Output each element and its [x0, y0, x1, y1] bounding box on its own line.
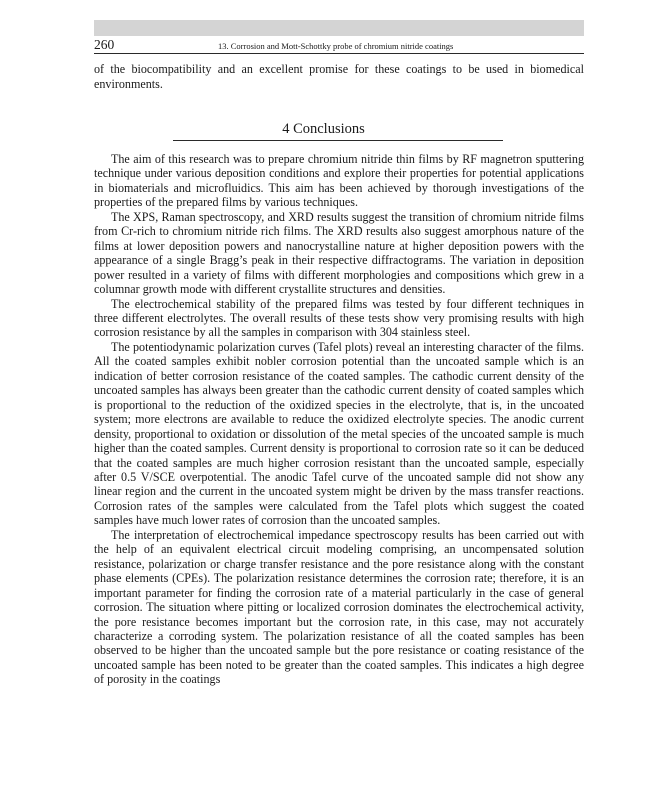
- header-bar: [94, 20, 584, 36]
- paragraph: The electrochemical stability of the prepared films was tested by four different techniques in three different electrolytes. The overall results of these tests show very promising results with high corrosion resistance by all the samples in comparison with 304 stainless steel.: [94, 296, 584, 340]
- paragraph: The XPS, Raman spectroscopy, and XRD results suggest the transition of chromium nitride films from Cr-rich to chromium nitride rich films. The XRD results also suggest amorphous nature of the films at lower deposition powers and nanocrystalline nature at higher deposition powers with the appearance of a single Bragg’s peak in their respective diffractograms. The variation in deposition power resulted in a variety of films with different morphologies and compositions which grew in a columnar growth mode with different crystallite structures and densities.: [94, 209, 584, 297]
- running-title: 13. Corrosion and Mott-Schottky probe of chromium nitride coatings: [218, 41, 454, 51]
- page-number: 260: [94, 37, 115, 52]
- paragraph: The potentiodynamic polarization curves (Tafel plots) reveal an interesting character of the films. All the coated samples exhibit nobler corrosion potential than the uncoated sample which is an indication of better corrosion resistance of the coated samples. The cathodic current density of the uncoated samples has always been greater than the cathodic current density of coated samples which is proportional to the reduction of the oxidized species in the electrolyte, that is, in the uncoated system; more electrons are available to reduce the oxidized electrolyte species. The anodic current density, proportional to oxidation or dissolution of the metal species of the uncoated sample is much higher than the coated samples. Current density is proportional to corrosion rate so it can be deduced that the coated samples are much higher corrosion resistant than the uncoated sample, especially after 0.5 V/SCE overpotential. The anodic Tafel curve of the uncoated sample did not show any linear region and the current in the uncoated system might be driven by the mass transfer reactions. Corrosion rates of the samples were calculated from the Tafel plots which suggest the coated samples have much lower rates of corrosion than the uncoated samples.: [94, 339, 584, 528]
- section-rule: [173, 140, 503, 141]
- section-heading: 4 Conclusions: [282, 121, 365, 137]
- paragraph: The interpretation of electrochemical impedance spectroscopy results has been carried out with the help of an equivalent electrical circuit modeling comprising, an uncompensated solution resistance, polarization or charge transfer resistance and the pore resistance along with the constant phase elements (CPEs). The polarization resistance determines the corrosion rate; therefore, it is an important parameter for finding the corrosion rate of a material particularly in the case of general corrosion. The situation where pitting or localized corrosion dominates the electrochemical activity, the pore resistance becomes important but the corrosion rate, in this case, may not accurately characterize a corroding system. The polarization resistance of all the coated samples has been observed to be higher than the uncoated sample but the pore resistance or coating resistance of the uncoated sample has been noted to be greater than the coated samples. This indicates a high degree of porosity in the coatings: [94, 527, 584, 687]
- intro-paragraph: of the biocompatibility and an excellent promise for these coatings to be used in biomedical environments.: [94, 62, 584, 91]
- header-rule: [94, 53, 584, 54]
- body-text: [94, 152, 584, 687]
- paragraph: The aim of this research was to prepare chromium nitride thin films by RF magnetron sputtering technique under various deposition conditions and explore their properties for potential applications in biomaterials and microfluidics. This aim has been achieved by thorough investigations of the properties of the prepared films by various techniques.: [94, 152, 584, 210]
